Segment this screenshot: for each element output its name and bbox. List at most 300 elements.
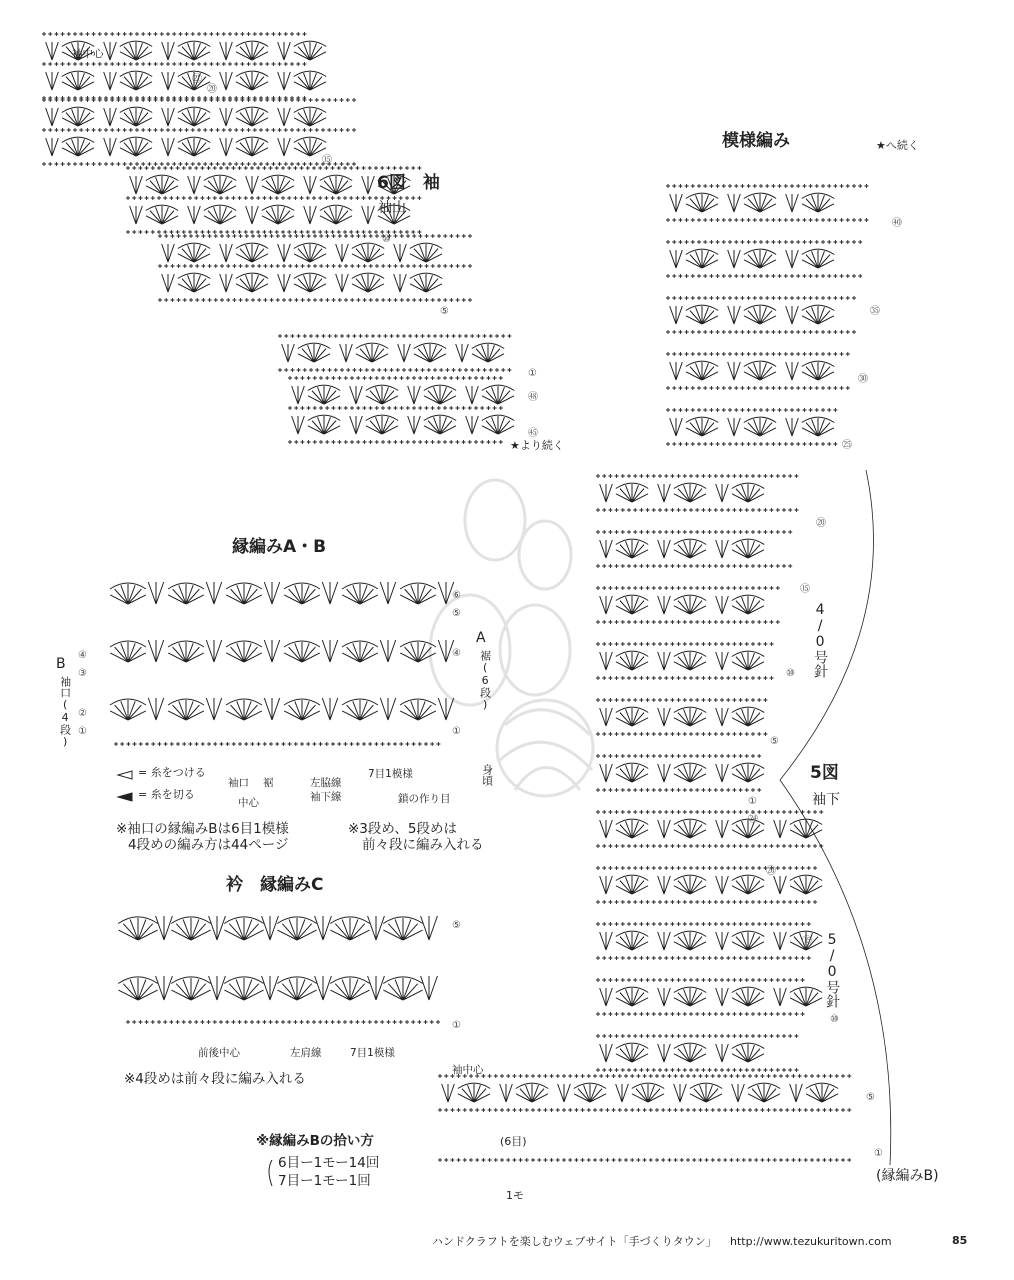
v-stitch	[658, 652, 671, 670]
v-stitch	[728, 306, 741, 324]
shell-stitch	[732, 540, 764, 558]
shell-stitch	[120, 72, 152, 90]
shell-stitch	[178, 244, 210, 262]
v-stitch	[206, 698, 221, 720]
v-stitch	[304, 206, 317, 224]
v-stitch	[220, 274, 233, 292]
shell-stitch	[236, 244, 268, 262]
marker-shoulder: 左肩線	[290, 1047, 322, 1059]
v-stitch	[292, 386, 305, 404]
v-stitch	[46, 72, 59, 90]
shell-stitch	[118, 918, 157, 940]
v-stitch	[278, 108, 291, 126]
v-stitch	[408, 416, 421, 434]
marker-side: 左脇線	[310, 777, 342, 789]
row-label: ㉕	[842, 440, 852, 451]
single-crochet-row	[596, 788, 761, 792]
row-label: ⑤	[440, 306, 449, 317]
shell-stitch	[616, 820, 648, 838]
marker-chain: 鎖の作り目	[398, 793, 451, 805]
shell-stitch	[802, 306, 834, 324]
v-stitch	[658, 932, 671, 950]
shell-stitch	[294, 138, 326, 156]
v-stitch	[278, 138, 291, 156]
shell-stitch	[120, 138, 152, 156]
shell-stitch	[482, 416, 514, 434]
shell-stitch	[674, 876, 706, 894]
v-stitch	[282, 344, 295, 362]
shell-stitch	[674, 820, 706, 838]
shell-stitch	[330, 978, 369, 1000]
v-stitch	[156, 916, 173, 940]
v-stitch	[774, 876, 787, 894]
shell-stitch	[616, 876, 648, 894]
shell-stitch	[458, 1084, 490, 1102]
v-stitch	[262, 976, 279, 1000]
v-stitch	[246, 206, 259, 224]
v-stitch	[398, 344, 411, 362]
shell-stitch	[674, 708, 706, 726]
v-stitch	[362, 206, 375, 224]
row-label: ⑮	[322, 155, 332, 166]
shell-stitch	[226, 584, 262, 604]
row-label: ⑩	[382, 234, 391, 245]
shell-stitch	[674, 988, 706, 1006]
v-stitch	[188, 206, 201, 224]
edging-ab-title: 縁編みA・B	[232, 537, 327, 557]
shell-stitch	[616, 988, 648, 1006]
pickup-title: ※縁編みBの拾い方	[256, 1133, 374, 1149]
attach-yarn-icon	[118, 771, 132, 779]
v-stitch	[674, 1084, 687, 1102]
shell-stitch	[410, 244, 442, 262]
shell-stitch	[294, 244, 326, 262]
single-crochet-row	[596, 508, 798, 512]
shell-stitch	[732, 932, 764, 950]
shell-stitch	[516, 1084, 548, 1102]
v-stitch	[148, 698, 163, 720]
note-1-line-1: ※袖口の縁編みBは6目1模様	[116, 821, 289, 837]
v-stitch	[786, 250, 799, 268]
single-crochet-row	[438, 1074, 851, 1078]
shell-stitch	[748, 1084, 780, 1102]
row-label: ㉔	[748, 814, 758, 825]
single-crochet-row	[596, 978, 805, 982]
shell-stitch	[110, 642, 146, 662]
shell-stitch	[352, 274, 384, 292]
pickup-line-2: 7目ー1モー1回	[278, 1173, 371, 1189]
v-stitch	[728, 362, 741, 380]
shell-stitch	[616, 932, 648, 950]
shell-stitch	[616, 652, 648, 670]
v-stitch	[658, 876, 671, 894]
shell-stitch	[674, 484, 706, 502]
v-stitch	[278, 72, 291, 90]
v-stitch	[728, 418, 741, 436]
v-stitch	[206, 582, 221, 604]
shell-stitch	[284, 642, 320, 662]
v-stitch	[188, 176, 201, 194]
shell-stitch	[171, 978, 210, 1000]
shell-stitch	[424, 416, 456, 434]
shell-stitch	[690, 1084, 722, 1102]
single-crochet-row	[596, 810, 823, 814]
shell-stitch	[732, 1044, 764, 1062]
single-crochet-row	[596, 676, 774, 680]
shell-stitch	[298, 344, 330, 362]
shell-stitch	[744, 194, 776, 212]
v-stitch	[670, 306, 683, 324]
sleeve-body-title: 5図	[810, 763, 839, 783]
sleeve-cap-center-label: 袖中心	[72, 48, 104, 60]
shell-stitch	[732, 596, 764, 614]
shell-stitch	[674, 596, 706, 614]
v-stitch	[220, 42, 233, 60]
needle-size-upper: 4/0号針	[812, 602, 829, 678]
v-stitch	[658, 540, 671, 558]
pattern-title: 模様編み	[722, 131, 790, 151]
shell-stitch	[802, 362, 834, 380]
shell-stitch	[686, 306, 718, 324]
row-label: ⑳	[766, 866, 776, 877]
v-stitch	[315, 916, 332, 940]
shell-stitch	[168, 584, 204, 604]
v-stitch	[336, 244, 349, 262]
v-stitch	[728, 194, 741, 212]
v-stitch	[600, 708, 613, 726]
shell-stitch	[120, 42, 152, 60]
pickup-line-1: 6目ー1モー14回	[278, 1155, 380, 1171]
row-label: ①	[452, 726, 461, 737]
v-stitch	[46, 108, 59, 126]
shell-stitch	[146, 176, 178, 194]
shell-stitch	[744, 250, 776, 268]
marker-cuff: 袖口	[228, 777, 249, 789]
shell-stitch	[320, 176, 352, 194]
v-stitch	[658, 596, 671, 614]
marker-hem: 裾	[263, 777, 274, 789]
note-2-line-2: 前々段に編み入れる	[362, 837, 484, 853]
single-crochet-row	[596, 1068, 798, 1072]
v-stitch	[790, 1084, 803, 1102]
shell-stitch	[168, 642, 204, 662]
shell-stitch	[414, 344, 446, 362]
single-crochet-row	[42, 128, 356, 132]
v-stitch	[600, 932, 613, 950]
v-stitch	[716, 540, 729, 558]
shell-stitch	[674, 540, 706, 558]
v-stitch	[658, 820, 671, 838]
v-stitch	[670, 418, 683, 436]
shell-stitch	[790, 988, 822, 1006]
shell-stitch	[62, 72, 94, 90]
shell-stitch	[342, 700, 378, 720]
shell-stitch	[472, 344, 504, 362]
shell-stitch	[146, 206, 178, 224]
v-stitch	[278, 42, 291, 60]
v-stitch	[380, 582, 395, 604]
marker-center: 中心	[238, 797, 259, 809]
v-stitch	[380, 698, 395, 720]
shell-stitch	[308, 416, 340, 434]
v-stitch	[728, 250, 741, 268]
row-label: ①	[528, 368, 537, 379]
shell-stitch	[732, 876, 764, 894]
v-stitch	[466, 416, 479, 434]
shell-stitch	[226, 700, 262, 720]
shell-stitch	[224, 978, 263, 1000]
shell-stitch	[686, 250, 718, 268]
v-stitch	[368, 976, 385, 1000]
v-stitch	[264, 698, 279, 720]
shell-stitch	[294, 108, 326, 126]
v-stitch	[162, 72, 175, 90]
sleeve-cap-title: 6図 袖	[377, 173, 440, 193]
row-label: ③	[78, 668, 87, 679]
shell-stitch	[806, 1084, 838, 1102]
shell-stitch	[616, 764, 648, 782]
marker-repeat: 7目1模様	[368, 768, 413, 780]
v-stitch	[786, 362, 799, 380]
shell-stitch	[236, 72, 268, 90]
shell-stitch	[262, 176, 294, 194]
sleeve-body-center-label: 袖中心	[452, 1064, 484, 1076]
single-crochet-row	[158, 298, 472, 302]
v-stitch	[304, 176, 317, 194]
v-stitch	[466, 386, 479, 404]
row-label: ⑤	[866, 1092, 875, 1103]
row-label: ⑥	[452, 590, 461, 601]
shell-stitch	[424, 386, 456, 404]
shell-stitch	[330, 918, 369, 940]
single-crochet-row	[596, 620, 780, 624]
shell-stitch	[110, 584, 146, 604]
v-stitch	[786, 418, 799, 436]
v-stitch	[658, 764, 671, 782]
v-stitch	[774, 820, 787, 838]
v-stitch	[438, 698, 453, 720]
shell-stitch	[732, 764, 764, 782]
row-label: ⑳	[816, 518, 826, 529]
row-label: ①	[78, 726, 87, 737]
shell-stitch	[320, 206, 352, 224]
marker-body: 身頃	[480, 764, 494, 786]
shell-stitch	[284, 584, 320, 604]
v-stitch	[600, 820, 613, 838]
single-crochet-row	[288, 440, 503, 444]
v-stitch	[394, 244, 407, 262]
v-stitch	[394, 274, 407, 292]
v-stitch	[774, 988, 787, 1006]
row-label: ①	[874, 1148, 883, 1159]
v-stitch	[600, 764, 613, 782]
shell-stitch	[674, 652, 706, 670]
shell-stitch	[632, 1084, 664, 1102]
label-b: B	[56, 656, 66, 672]
single-crochet-row	[596, 956, 811, 960]
single-crochet-row	[596, 754, 761, 758]
row-label: ④	[78, 650, 87, 661]
v-stitch	[322, 698, 337, 720]
single-crochet-row	[596, 642, 774, 646]
shell-stitch	[178, 138, 210, 156]
row-label: ㊵	[892, 218, 902, 229]
single-crochet-row	[596, 586, 780, 590]
single-crochet-row	[666, 240, 862, 244]
v-stitch	[130, 176, 143, 194]
shell-stitch	[110, 700, 146, 720]
shell-stitch	[171, 918, 210, 940]
single-crochet-row	[666, 352, 850, 356]
continue-from-star: ★より続く	[510, 439, 564, 452]
shell-stitch	[744, 418, 776, 436]
note-1-line-2: 4段めの編み方は44ページ	[128, 837, 289, 853]
row-label: ④	[452, 648, 461, 659]
shell-stitch	[383, 918, 422, 940]
shell-stitch	[178, 274, 210, 292]
single-crochet-row	[666, 330, 856, 334]
shell-stitch	[400, 700, 436, 720]
row-label: ⑩	[830, 1014, 839, 1025]
shell-stitch	[616, 540, 648, 558]
v-stitch	[716, 764, 729, 782]
shell-stitch	[616, 596, 648, 614]
v-stitch	[716, 708, 729, 726]
single-crochet-row	[126, 230, 421, 234]
row-label: ㉚	[858, 374, 868, 385]
v-stitch	[350, 386, 363, 404]
v-stitch	[600, 652, 613, 670]
v-stitch	[104, 108, 117, 126]
shell-stitch	[204, 206, 236, 224]
row-label: ⑮	[802, 936, 812, 947]
v-stitch	[600, 1044, 613, 1062]
shell-stitch	[352, 244, 384, 262]
needle-range-bracket	[780, 470, 891, 1165]
v-stitch	[220, 138, 233, 156]
shell-stitch	[294, 42, 326, 60]
marker-repeat-c: 7目1模様	[350, 1047, 395, 1059]
shell-stitch	[732, 484, 764, 502]
v-stitch	[220, 244, 233, 262]
shell-stitch	[236, 108, 268, 126]
shell-stitch	[204, 176, 236, 194]
v-stitch	[670, 250, 683, 268]
collar-edging-title: 衿 縁編みC	[226, 875, 324, 895]
single-crochet-row	[666, 218, 868, 222]
collar-note: ※4段めは前々段に編み入れる	[124, 1071, 306, 1087]
v-stitch	[670, 194, 683, 212]
shell-stitch	[356, 344, 388, 362]
v-stitch	[209, 976, 226, 1000]
single-crochet-row	[42, 32, 306, 36]
single-crochet-row	[158, 234, 472, 238]
single-crochet-row	[158, 264, 472, 268]
continue-to-star: ★へ続く	[876, 139, 919, 152]
shell-stitch	[686, 362, 718, 380]
single-crochet-row	[596, 732, 767, 736]
footer-url[interactable]: http://www.tezukuritown.com	[730, 1235, 892, 1248]
shell-stitch	[410, 274, 442, 292]
v-stitch	[368, 916, 385, 940]
shell-stitch	[226, 642, 262, 662]
v-stitch	[658, 1044, 671, 1062]
v-stitch	[130, 206, 143, 224]
row-label: ①	[452, 1020, 461, 1031]
shell-stitch	[674, 1044, 706, 1062]
single-crochet-row	[596, 564, 792, 568]
shell-stitch	[236, 138, 268, 156]
v-stitch	[206, 640, 221, 662]
shell-stitch	[178, 108, 210, 126]
v-stitch	[46, 42, 59, 60]
shell-stitch	[400, 584, 436, 604]
single-crochet-row	[42, 62, 306, 66]
shell-stitch	[732, 652, 764, 670]
shell-stitch	[236, 274, 268, 292]
shell-stitch	[236, 42, 268, 60]
single-crochet-row	[288, 406, 503, 410]
single-crochet-row	[596, 530, 792, 534]
single-crochet-row	[596, 698, 767, 702]
v-stitch	[220, 108, 233, 126]
single-crochet-row	[666, 184, 868, 188]
single-crochet-row	[126, 1020, 440, 1024]
marker-front-back-center: 前後中心	[198, 1047, 240, 1059]
shell-stitch	[62, 138, 94, 156]
single-crochet-row	[288, 376, 503, 380]
shell-stitch	[732, 988, 764, 1006]
sleeve-body-subtitle: 袖下	[812, 792, 840, 808]
watermark-illustration	[430, 480, 593, 796]
v-stitch	[162, 244, 175, 262]
row-label: ⑩	[786, 668, 795, 679]
row-label: ⑤	[452, 608, 461, 619]
v-stitch	[716, 988, 729, 1006]
row-label: ⑤	[770, 736, 779, 747]
shell-stitch	[686, 418, 718, 436]
shell-stitch	[308, 386, 340, 404]
v-stitch	[362, 176, 375, 194]
v-stitch	[408, 386, 421, 404]
v-stitch	[658, 484, 671, 502]
v-stitch	[156, 976, 173, 1000]
v-stitch	[421, 916, 438, 940]
v-stitch	[262, 916, 279, 940]
shell-stitch	[616, 484, 648, 502]
v-stitch	[380, 640, 395, 662]
v-stitch	[264, 582, 279, 604]
label-a: A	[476, 630, 486, 646]
cut-yarn-icon	[118, 793, 132, 801]
shell-stitch	[118, 978, 157, 1000]
v-stitch	[350, 416, 363, 434]
single-crochet-row	[438, 1158, 851, 1162]
single-crochet-row	[278, 368, 511, 372]
shell-stitch	[744, 306, 776, 324]
single-crochet-row	[126, 166, 421, 170]
v-stitch	[421, 976, 438, 1000]
shell-stitch	[284, 700, 320, 720]
single-crochet-row	[666, 408, 837, 412]
v-stitch	[292, 416, 305, 434]
repeat-unit-label: 1モ	[506, 1189, 524, 1202]
v-stitch	[104, 138, 117, 156]
single-crochet-row	[666, 274, 862, 278]
v-stitch	[322, 640, 337, 662]
shell-stitch	[277, 918, 316, 940]
shell-stitch	[790, 876, 822, 894]
